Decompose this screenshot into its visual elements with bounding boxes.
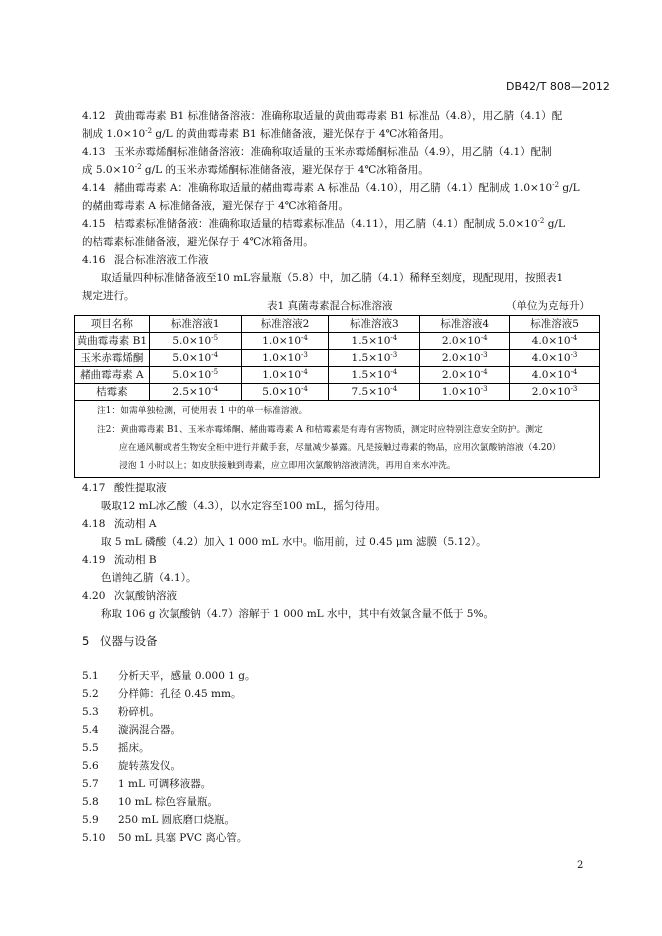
list-item: 5.3 粉碎机。: [82, 706, 160, 718]
table-header: 标准溶液3: [329, 316, 420, 333]
item-4-15: 4.15 桔霉素标准储备液：准确称取适量的桔霉素标准品（4.11），用乙腈（4.1）配制成 $5.0\times 10^{-2}$ g/L: [82, 217, 565, 230]
item-4-14-cont: 的赭曲霉毒素 A 标准储备液，避光保存于 4℃冰箱备用。: [82, 200, 350, 212]
row-name: 黄曲霉毒素 B1: [75, 333, 150, 350]
table-cell: $1.5\times 10^{-4}$: [329, 367, 420, 384]
item-4-20-body: 称取 106 g 次氯酸钠（4.7）溶解于 1 000 mL 水中，其中有效氯含量不低于 5%。: [101, 608, 494, 620]
table-row: [75, 384, 600, 401]
item-4-16-body-cont: 规定进行。: [82, 290, 135, 302]
table-header-row: [75, 316, 600, 333]
item-4-13-cont: 成 $5.0\times 10^{-2}$ g/L 的玉米赤霉烯酮标准储备液，避光保存于 4℃冰箱备用。: [82, 163, 429, 176]
table-header: 标准溶液2: [241, 316, 329, 333]
item-4-15-cont: 的桔霉素标准储备液，避光保存于 4℃冰箱备用。: [82, 236, 314, 248]
list-item: 5.1 分析天平，感量 0.000 1 g。: [82, 670, 256, 682]
table-cell: $4.0\times 10^{-3}$: [510, 350, 600, 367]
table-note-2-cont: 浸泡 1 小时以上；如皮肤接触到毒素，应立即用次氯酸钠溶液清洗，再用自来水冲洗。: [119, 461, 456, 471]
table-cell: $1.0\times 10^{-4}$: [241, 333, 329, 350]
table-cell: $1.5\times 10^{-3}$: [329, 350, 420, 367]
table-cell: $4.0\times 10^{-4}$: [510, 333, 600, 350]
item-4-12-cont: 制成 $1.0\times 10^{-2}$ g/L 的黄曲霉毒素 B1 标准储备液，避光保存于 4℃冰箱备用。: [82, 127, 450, 140]
item-4-18: 4.18 流动相 A: [82, 518, 157, 530]
item-4-20: 4.20 次氯酸钠溶液: [82, 590, 177, 602]
table-row: [75, 367, 600, 384]
table-cell: $5.0\times 10^{-4}$: [241, 384, 329, 401]
table-header: 标准溶液4: [420, 316, 510, 333]
item-4-14: 4.14 赭曲霉毒素 A：准确称取适量的赭曲霉毒素 A 标准品（4.10），用乙腈（4.1）配制成 $1.0\times 10^{-2}$ g/L: [82, 181, 580, 194]
item-4-17: 4.17 酸性提取液: [82, 482, 167, 494]
list-item: 5.5 摇床。: [82, 742, 150, 754]
list-item: 5.10 50 mL 具塞 PVC 离心管。: [82, 832, 248, 844]
table-cell: $4.0\times 10^{-4}$: [510, 367, 600, 384]
item-4-13: 4.13 玉米赤霉烯酮标准储备溶液：准确称取适量的玉米赤霉烯酮标准品（4.9），用乙腈（4.1）配制: [82, 146, 552, 158]
row-name: 赭曲霉毒素 A: [75, 367, 150, 384]
table-note-2: 注2：黄曲霉毒素 B1、玉米赤霉烯酮、赭曲霉毒素 A 和桔霉素是有毒有害物质，测定时应特别注意安全防护。测定: [97, 425, 543, 435]
table-header: 标准溶液1: [149, 316, 241, 333]
table-cell: $2.0\times 10^{-3}$: [510, 384, 600, 401]
table-cell: $5.0\times 10^{-4}$: [149, 350, 241, 367]
table-row: [75, 350, 600, 367]
item-4-12: 4.12 黄曲霉毒素 B1 标准储备溶液：准确称取适量的黄曲霉毒素 B1 标准品（4.8），用乙腈（4.1）配: [82, 110, 563, 122]
row-name: 玉米赤霉烯酮: [75, 350, 150, 367]
list-item: 5.7 1 mL 可调移液器。: [82, 778, 212, 790]
item-4-19-body: 色谱纯乙腈（4.1）。: [101, 572, 197, 584]
table-cell: $5.0\times 10^{-5}$: [149, 367, 241, 384]
list-item: 5.8 10 mL 棕色容量瓶。: [82, 796, 218, 808]
table-row: [75, 333, 600, 350]
mixed-standard-table: [74, 315, 600, 401]
table-cell: $7.5\times 10^{-4}$: [329, 384, 420, 401]
table-notes: [74, 401, 600, 478]
table-note-2-cont: 应在通风橱或者生物安全柜中进行并戴手套，尽量减少暴露。凡是接触过毒素的物品，应用次氯酸钠溶液（4.20）: [119, 443, 561, 453]
page-number: 2: [577, 860, 584, 871]
list-item: 5.6 旋转蒸发仪。: [82, 760, 181, 772]
item-4-19: 4.19 流动相 B: [82, 554, 157, 566]
list-item: 5.9 250 mL 圆底磨口烧瓶。: [82, 814, 236, 826]
table-cell: $1.0\times 10^{-3}$: [241, 350, 329, 367]
section-5-heading: 5 仪器与设备: [82, 634, 158, 648]
table-cell: $1.0\times 10^{-3}$: [420, 384, 510, 401]
table-cell: $2.0\times 10^{-4}$: [420, 333, 510, 350]
item-4-16: 4.16 混合标准溶液工作液: [82, 254, 209, 266]
table-cell: $2.0\times 10^{-4}$: [420, 367, 510, 384]
table-cell: $2.0\times 10^{-3}$: [420, 350, 510, 367]
doc-code: DB42/T 808—2012: [506, 80, 610, 93]
table-header: 项目名称: [75, 316, 150, 333]
table-unit: （单位为克每升）: [506, 300, 590, 312]
table-note-1: 注1：如需单独检测，可使用表 1 中的单一标准溶液。: [97, 406, 308, 416]
list-item: 5.4 漩涡混合器。: [82, 724, 181, 736]
item-4-16-body: 取适量四种标准储备液至10 mL容量瓶（5.8）中，加乙腈（4.1）稀释至刻度，现配现用，按照表1: [101, 272, 564, 284]
table-cell: $5.0\times 10^{-5}$: [149, 333, 241, 350]
table-cell: $1.0\times 10^{-4}$: [241, 367, 329, 384]
list-item: 5.2 分样筛：孔径 0.45 mm。: [82, 688, 242, 700]
table-header: 标准溶液5: [510, 316, 600, 333]
item-4-18-body: 取 5 mL 磷酸（4.2）加入 1 000 mL 水中。临用前，过 0.45 μm 滤膜（5.12）。: [101, 536, 487, 548]
table-cell: $2.5\times 10^{-4}$: [149, 384, 241, 401]
item-4-17-body: 吸取12 mL冰乙酸（4.3），以水定容至100 mL，摇匀待用。: [101, 500, 386, 512]
table-caption: 表1 真菌毒素混合标准溶液: [267, 300, 393, 312]
table-cell: $1.5\times 10^{-4}$: [329, 333, 420, 350]
row-name: 桔霉素: [75, 384, 150, 401]
